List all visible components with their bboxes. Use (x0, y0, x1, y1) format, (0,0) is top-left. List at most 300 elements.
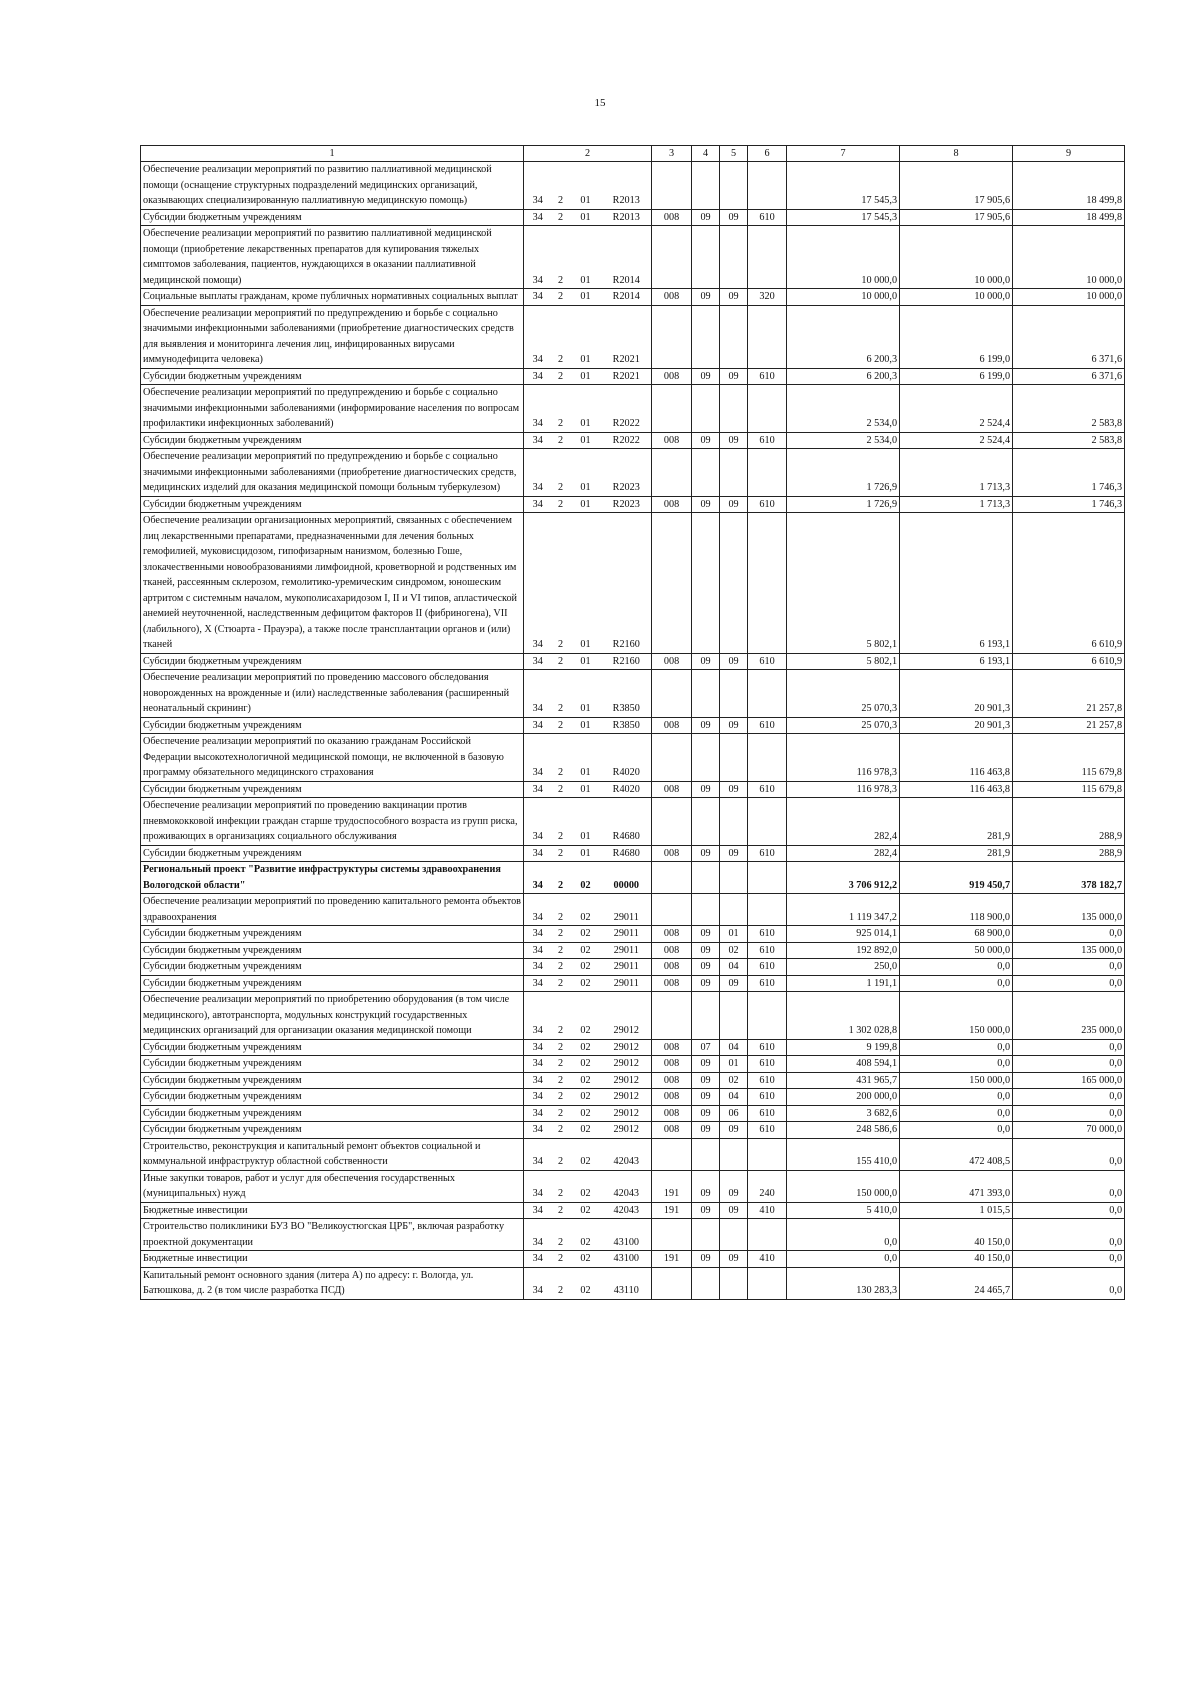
amount-year-2: 2 524,4 (900, 432, 1013, 449)
subprogram-code: 2 (552, 1039, 570, 1056)
table-row (141, 942, 1125, 959)
project-code: 02 (570, 894, 602, 926)
program-code: 34 (524, 894, 552, 926)
table-row (141, 226, 1125, 289)
gov-code: 008 (652, 717, 692, 734)
expense-type-code: 610 (748, 1072, 787, 1089)
direction-code: 42043 (602, 1202, 652, 1219)
amount-year-3: 378 182,7 (1013, 862, 1125, 894)
subprogram-code: 2 (552, 1202, 570, 1219)
program-code: 34 (524, 975, 552, 992)
expense-type-code: 610 (748, 781, 787, 798)
amount-year-3: 6 610,9 (1013, 513, 1125, 654)
project-code: 02 (570, 1202, 602, 1219)
section-code (692, 1138, 720, 1170)
direction-code: R2021 (602, 368, 652, 385)
amount-year-3: 135 000,0 (1013, 942, 1125, 959)
subsection-code (720, 798, 748, 846)
gov-code: 008 (652, 1089, 692, 1106)
project-code: 01 (570, 305, 602, 368)
amount-year-3: 0,0 (1013, 1039, 1125, 1056)
table-row (141, 992, 1125, 1040)
section-code: 09 (692, 717, 720, 734)
amount-year-1: 6 200,3 (787, 305, 900, 368)
table-row (141, 162, 1125, 210)
amount-year-1: 0,0 (787, 1251, 900, 1268)
amount-year-2: 6 193,1 (900, 513, 1013, 654)
table-row (141, 368, 1125, 385)
amount-year-2: 6 193,1 (900, 653, 1013, 670)
direction-code: R2021 (602, 305, 652, 368)
program-code: 34 (524, 1202, 552, 1219)
expense-type-code: 610 (748, 959, 787, 976)
subprogram-code: 2 (552, 432, 570, 449)
gov-code (652, 1138, 692, 1170)
expense-type-code: 610 (748, 368, 787, 385)
expense-type-code: 320 (748, 289, 787, 306)
project-code: 01 (570, 734, 602, 782)
project-code: 01 (570, 496, 602, 513)
program-code: 34 (524, 1105, 552, 1122)
row-name: Субсидии бюджетным учреждениям (141, 845, 524, 862)
direction-code: 29012 (602, 1072, 652, 1089)
program-code: 34 (524, 862, 552, 894)
direction-code: R3850 (602, 670, 652, 718)
section-code (692, 1219, 720, 1251)
subsection-code: 09 (720, 432, 748, 449)
gov-code (652, 670, 692, 718)
subsection-code (720, 305, 748, 368)
table-row (141, 670, 1125, 718)
table-row (141, 1072, 1125, 1089)
amount-year-2: 0,0 (900, 959, 1013, 976)
amount-year-1: 5 802,1 (787, 513, 900, 654)
subprogram-code: 2 (552, 670, 570, 718)
amount-year-3: 165 000,0 (1013, 1072, 1125, 1089)
section-code (692, 992, 720, 1040)
program-code: 34 (524, 1219, 552, 1251)
row-name: Региональный проект "Развитие инфраструктуры системы здравоохранения Вологодской области" (141, 862, 524, 894)
column-number-8: 8 (900, 146, 1013, 162)
gov-code: 008 (652, 845, 692, 862)
amount-year-1: 9 199,8 (787, 1039, 900, 1056)
section-code (692, 513, 720, 654)
direction-code: R2023 (602, 449, 652, 497)
section-code: 09 (692, 1170, 720, 1202)
amount-year-2: 20 901,3 (900, 670, 1013, 718)
subprogram-code: 2 (552, 1267, 570, 1299)
direction-code: R2022 (602, 432, 652, 449)
expense-type-code (748, 1138, 787, 1170)
amount-year-3: 115 679,8 (1013, 781, 1125, 798)
table-row (141, 1219, 1125, 1251)
table-row (141, 781, 1125, 798)
section-code: 09 (692, 289, 720, 306)
subprogram-code: 2 (552, 1251, 570, 1268)
expense-type-code (748, 1219, 787, 1251)
amount-year-3: 10 000,0 (1013, 226, 1125, 289)
amount-year-2: 281,9 (900, 845, 1013, 862)
amount-year-2: 281,9 (900, 798, 1013, 846)
section-code: 09 (692, 926, 720, 943)
subsection-code (720, 734, 748, 782)
program-code: 34 (524, 798, 552, 846)
amount-year-3: 1 746,3 (1013, 449, 1125, 497)
expense-type-code (748, 305, 787, 368)
amount-year-1: 1 302 028,8 (787, 992, 900, 1040)
section-code: 09 (692, 1122, 720, 1139)
gov-code: 008 (652, 959, 692, 976)
amount-year-1: 25 070,3 (787, 670, 900, 718)
program-code: 34 (524, 926, 552, 943)
section-code (692, 1267, 720, 1299)
subsection-code: 02 (720, 942, 748, 959)
project-code: 02 (570, 926, 602, 943)
amount-year-1: 155 410,0 (787, 1138, 900, 1170)
amount-year-1: 17 545,3 (787, 162, 900, 210)
subprogram-code: 2 (552, 513, 570, 654)
expense-type-code (748, 385, 787, 433)
section-code: 09 (692, 1105, 720, 1122)
subprogram-code: 2 (552, 449, 570, 497)
program-code: 34 (524, 1251, 552, 1268)
section-code (692, 226, 720, 289)
amount-year-2: 40 150,0 (900, 1251, 1013, 1268)
amount-year-2: 472 408,5 (900, 1138, 1013, 1170)
table-row (141, 894, 1125, 926)
amount-year-1: 1 726,9 (787, 496, 900, 513)
subsection-code (720, 1219, 748, 1251)
subprogram-code: 2 (552, 162, 570, 210)
direction-code: 29011 (602, 959, 652, 976)
amount-year-1: 925 014,1 (787, 926, 900, 943)
subsection-code: 09 (720, 1170, 748, 1202)
subsection-code: 09 (720, 289, 748, 306)
subprogram-code: 2 (552, 942, 570, 959)
row-name: Субсидии бюджетным учреждениям (141, 959, 524, 976)
amount-year-3: 2 583,8 (1013, 432, 1125, 449)
program-code: 34 (524, 653, 552, 670)
subprogram-code: 2 (552, 1056, 570, 1073)
gov-code: 008 (652, 1105, 692, 1122)
amount-year-3: 235 000,0 (1013, 992, 1125, 1040)
section-code: 09 (692, 975, 720, 992)
direction-code: 29011 (602, 975, 652, 992)
gov-code (652, 226, 692, 289)
project-code: 02 (570, 1072, 602, 1089)
table-row (141, 432, 1125, 449)
section-code (692, 449, 720, 497)
project-code: 02 (570, 1039, 602, 1056)
section-code: 09 (692, 845, 720, 862)
subsection-code (720, 226, 748, 289)
table-row (141, 717, 1125, 734)
table-row (141, 845, 1125, 862)
amount-year-3: 6 610,9 (1013, 653, 1125, 670)
direction-code: R2013 (602, 162, 652, 210)
direction-code: R4020 (602, 781, 652, 798)
row-name: Обеспечение реализации мероприятий по предупреждению и борьбе с социально значимыми инфекционными заболеваниями (приобретение диагностических средств, медицинских изделий для оказания медицинской помощи больным туберкулезом) (141, 449, 524, 497)
subsection-code: 09 (720, 717, 748, 734)
subprogram-code: 2 (552, 781, 570, 798)
program-code: 34 (524, 781, 552, 798)
expense-type-code: 610 (748, 1039, 787, 1056)
amount-year-3: 0,0 (1013, 1267, 1125, 1299)
table-row (141, 513, 1125, 654)
expense-type-code: 610 (748, 1089, 787, 1106)
expense-type-code: 610 (748, 1105, 787, 1122)
subprogram-code: 2 (552, 717, 570, 734)
row-name: Субсидии бюджетным учреждениям (141, 926, 524, 943)
amount-year-2: 17 905,6 (900, 209, 1013, 226)
gov-code (652, 862, 692, 894)
amount-year-3: 6 371,6 (1013, 305, 1125, 368)
row-name: Обеспечение реализации организационных мероприятий, связанных с обеспечением лиц лекарственными препаратами, предназначенными для лечения больных гемофилией, муковисцидозом, гипофизарным нанизмом, болезнью Гоше, злокачественными новообразованиями лимфоидной, кроветворной и родственных им тканей, рассеянным склерозом, гемолитико-уремическим синдромом, юношеским артритом с системным началом, мукополисахаридозом I, II и VI типов, апластической анемией неуточненной, наследственным дефицитом факторов II (фибриногена), VII (лабильного), X (Стюарта - Прауэра), а также после трансплантации органов и (или) тканей (141, 513, 524, 654)
subsection-code: 04 (720, 1039, 748, 1056)
project-code: 01 (570, 289, 602, 306)
gov-code (652, 1267, 692, 1299)
table-row (141, 289, 1125, 306)
direction-code: R4020 (602, 734, 652, 782)
project-code: 02 (570, 1170, 602, 1202)
table-row (141, 1202, 1125, 1219)
amount-year-3: 2 583,8 (1013, 385, 1125, 433)
direction-code: R3850 (602, 717, 652, 734)
subprogram-code: 2 (552, 862, 570, 894)
project-code: 01 (570, 226, 602, 289)
amount-year-2: 0,0 (900, 1089, 1013, 1106)
table-row (141, 1138, 1125, 1170)
subprogram-code: 2 (552, 1105, 570, 1122)
gov-code: 191 (652, 1251, 692, 1268)
project-code: 02 (570, 1056, 602, 1073)
subprogram-code: 2 (552, 1170, 570, 1202)
amount-year-2: 0,0 (900, 1105, 1013, 1122)
gov-code (652, 1219, 692, 1251)
table-row (141, 1039, 1125, 1056)
amount-year-3: 0,0 (1013, 959, 1125, 976)
direction-code: 43100 (602, 1219, 652, 1251)
section-code: 09 (692, 1089, 720, 1106)
gov-code: 008 (652, 975, 692, 992)
budget-table (140, 145, 1125, 1300)
amount-year-1: 1 119 347,2 (787, 894, 900, 926)
subprogram-code: 2 (552, 894, 570, 926)
expense-type-code: 610 (748, 1056, 787, 1073)
amount-year-2: 0,0 (900, 1039, 1013, 1056)
program-code: 34 (524, 1267, 552, 1299)
section-code (692, 734, 720, 782)
program-code: 34 (524, 1122, 552, 1139)
column-number-7: 7 (787, 146, 900, 162)
subprogram-code: 2 (552, 289, 570, 306)
program-code: 34 (524, 305, 552, 368)
direction-code: R4680 (602, 798, 652, 846)
row-name: Субсидии бюджетным учреждениям (141, 496, 524, 513)
amount-year-1: 1 191,1 (787, 975, 900, 992)
project-code: 01 (570, 162, 602, 210)
amount-year-1: 200 000,0 (787, 1089, 900, 1106)
amount-year-3: 0,0 (1013, 1202, 1125, 1219)
amount-year-2: 116 463,8 (900, 781, 1013, 798)
amount-year-1: 130 283,3 (787, 1267, 900, 1299)
row-name: Строительство, реконструкция и капитальный ремонт объектов социальной и коммунальной инфраструктур областной собственности (141, 1138, 524, 1170)
section-code: 07 (692, 1039, 720, 1056)
amount-year-1: 192 892,0 (787, 942, 900, 959)
expense-type-code (748, 798, 787, 846)
program-code: 34 (524, 942, 552, 959)
gov-code: 191 (652, 1170, 692, 1202)
direction-code: R2160 (602, 653, 652, 670)
table-row (141, 305, 1125, 368)
subsection-code: 09 (720, 975, 748, 992)
section-code (692, 798, 720, 846)
expense-type-code (748, 449, 787, 497)
amount-year-2: 68 900,0 (900, 926, 1013, 943)
amount-year-2: 40 150,0 (900, 1219, 1013, 1251)
section-code: 09 (692, 496, 720, 513)
row-name: Субсидии бюджетным учреждениям (141, 781, 524, 798)
gov-code (652, 162, 692, 210)
section-code: 09 (692, 781, 720, 798)
expense-type-code: 610 (748, 975, 787, 992)
program-code: 34 (524, 513, 552, 654)
section-code: 09 (692, 1251, 720, 1268)
subprogram-code: 2 (552, 209, 570, 226)
amount-year-3: 21 257,8 (1013, 670, 1125, 718)
direction-code: R2013 (602, 209, 652, 226)
table-row (141, 1122, 1125, 1139)
project-code: 01 (570, 209, 602, 226)
amount-year-2: 10 000,0 (900, 226, 1013, 289)
subsection-code: 09 (720, 1202, 748, 1219)
amount-year-3: 135 000,0 (1013, 894, 1125, 926)
amount-year-1: 408 594,1 (787, 1056, 900, 1073)
expense-type-code: 610 (748, 1122, 787, 1139)
amount-year-3: 288,9 (1013, 798, 1125, 846)
gov-code: 008 (652, 1122, 692, 1139)
program-code: 34 (524, 385, 552, 433)
table-row (141, 1089, 1125, 1106)
amount-year-2: 17 905,6 (900, 162, 1013, 210)
section-code: 09 (692, 1056, 720, 1073)
project-code: 01 (570, 781, 602, 798)
table-body (141, 146, 1125, 1300)
amount-year-3: 18 499,8 (1013, 162, 1125, 210)
subprogram-code: 2 (552, 798, 570, 846)
row-name: Субсидии бюджетным учреждениям (141, 942, 524, 959)
subprogram-code: 2 (552, 1072, 570, 1089)
gov-code: 008 (652, 926, 692, 943)
project-code: 01 (570, 670, 602, 718)
amount-year-2: 0,0 (900, 1122, 1013, 1139)
expense-type-code (748, 862, 787, 894)
table-row (141, 734, 1125, 782)
section-code: 09 (692, 368, 720, 385)
program-code: 34 (524, 1072, 552, 1089)
project-code: 01 (570, 798, 602, 846)
gov-code (652, 992, 692, 1040)
direction-code: 29012 (602, 1056, 652, 1073)
subsection-code: 02 (720, 1072, 748, 1089)
row-name: Субсидии бюджетным учреждениям (141, 1056, 524, 1073)
project-code: 01 (570, 432, 602, 449)
column-number-1: 1 (141, 146, 524, 162)
expense-type-code: 610 (748, 942, 787, 959)
row-name: Капитальный ремонт основного здания (литера А) по адресу: г. Вологда, ул. Батюшкова, д. 2 (в том числе разработка ПСД) (141, 1267, 524, 1299)
subprogram-code: 2 (552, 734, 570, 782)
amount-year-3: 0,0 (1013, 1089, 1125, 1106)
section-code: 09 (692, 653, 720, 670)
table-row (141, 449, 1125, 497)
gov-code (652, 734, 692, 782)
subsection-code: 09 (720, 1251, 748, 1268)
gov-code: 008 (652, 653, 692, 670)
amount-year-3: 0,0 (1013, 1138, 1125, 1170)
subprogram-code: 2 (552, 385, 570, 433)
project-code: 02 (570, 1219, 602, 1251)
amount-year-1: 150 000,0 (787, 1170, 900, 1202)
gov-code: 008 (652, 289, 692, 306)
expense-type-code: 610 (748, 432, 787, 449)
expense-type-code (748, 992, 787, 1040)
direction-code: 42043 (602, 1138, 652, 1170)
direction-code: 29012 (602, 1039, 652, 1056)
program-code: 34 (524, 162, 552, 210)
expense-type-code (748, 734, 787, 782)
amount-year-2: 471 393,0 (900, 1170, 1013, 1202)
expense-type-code: 410 (748, 1202, 787, 1219)
amount-year-2: 6 199,0 (900, 368, 1013, 385)
row-name: Субсидии бюджетным учреждениям (141, 1089, 524, 1106)
amount-year-3: 6 371,6 (1013, 368, 1125, 385)
table-row (141, 385, 1125, 433)
amount-year-3: 115 679,8 (1013, 734, 1125, 782)
row-name: Субсидии бюджетным учреждениям (141, 432, 524, 449)
amount-year-3: 0,0 (1013, 1170, 1125, 1202)
gov-code (652, 798, 692, 846)
project-code: 02 (570, 1105, 602, 1122)
gov-code: 008 (652, 368, 692, 385)
amount-year-3: 10 000,0 (1013, 289, 1125, 306)
project-code: 01 (570, 717, 602, 734)
amount-year-1: 248 586,6 (787, 1122, 900, 1139)
subprogram-code: 2 (552, 1219, 570, 1251)
amount-year-1: 10 000,0 (787, 226, 900, 289)
subsection-code: 09 (720, 781, 748, 798)
project-code: 01 (570, 368, 602, 385)
expense-type-code (748, 513, 787, 654)
expense-type-code: 610 (748, 209, 787, 226)
amount-year-3: 1 746,3 (1013, 496, 1125, 513)
project-code: 02 (570, 1267, 602, 1299)
amount-year-3: 0,0 (1013, 1251, 1125, 1268)
gov-code (652, 449, 692, 497)
expense-type-code (748, 162, 787, 210)
section-code (692, 670, 720, 718)
project-code: 01 (570, 385, 602, 433)
section-code: 09 (692, 959, 720, 976)
program-code: 34 (524, 670, 552, 718)
program-code: 34 (524, 959, 552, 976)
section-code (692, 305, 720, 368)
table-row (141, 959, 1125, 976)
gov-code: 008 (652, 1072, 692, 1089)
table-row (141, 1267, 1125, 1299)
row-name: Обеспечение реализации мероприятий по предупреждению и борьбе с социально значимыми инфекционными заболеваниями (приобретение диагностических средств для выявления и мониторинга лечения лиц, инфицированных вирусами иммунодефицита человека) (141, 305, 524, 368)
expense-type-code (748, 1267, 787, 1299)
direction-code: R2160 (602, 513, 652, 654)
